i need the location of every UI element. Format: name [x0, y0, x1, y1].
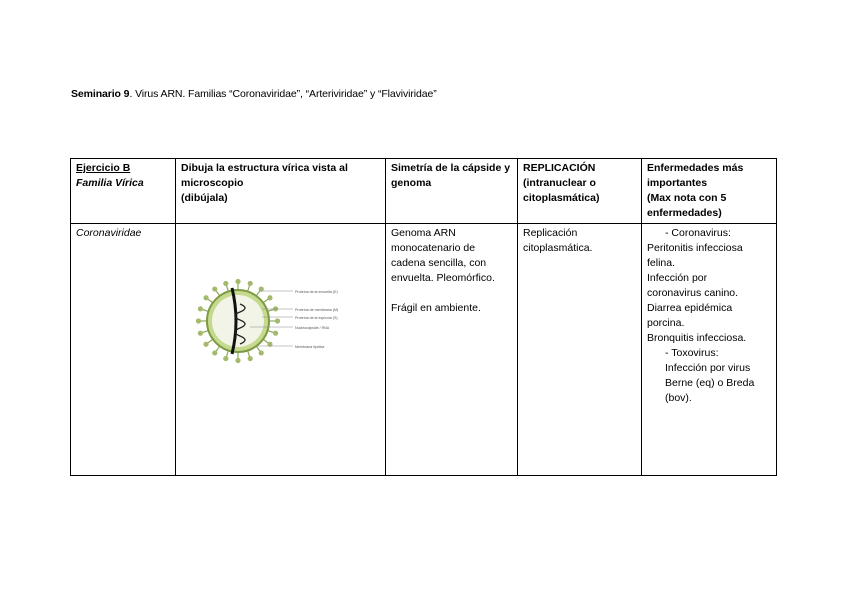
- spike-head: [235, 358, 240, 363]
- spike-head: [212, 350, 217, 355]
- family-name: Coronaviridae: [76, 227, 142, 239]
- label-spike-protein: Proteína de la espícula (S): [295, 316, 338, 320]
- label-envelope-protein: Proteína de la envuelta (E): [295, 290, 338, 294]
- symmetry-cell: [386, 224, 518, 476]
- spike-head: [198, 331, 203, 336]
- disease-line: Infección por: [647, 272, 708, 284]
- header-drawing-l2: microscopio: [181, 177, 244, 189]
- disease-line: porcina.: [647, 317, 685, 329]
- diseases-cell: [642, 224, 777, 476]
- header-diseases: [642, 159, 777, 224]
- spike-head: [223, 356, 228, 361]
- virion-interior: [212, 295, 264, 347]
- header-drawing: [176, 159, 386, 224]
- disease-line: Bronquitis infecciosa.: [647, 332, 747, 344]
- header-symmetry: [386, 159, 518, 224]
- header-replication: [518, 159, 642, 224]
- disease-line: Diarrea epidémica: [647, 302, 733, 314]
- header-row: [71, 159, 777, 224]
- header-family-label: Familia Vírica: [76, 177, 144, 189]
- header-replication-l1: REPLICACIÓN: [523, 162, 596, 174]
- replication-l1: Replicación: [523, 227, 578, 239]
- spike-head: [223, 281, 228, 286]
- symmetry-l3: cadena sencilla, con: [391, 257, 487, 269]
- label-membrane-protein: Proteína de membrana (M): [295, 308, 339, 312]
- coronaviridae-row: [71, 224, 777, 476]
- spike-head: [248, 356, 253, 361]
- header-symmetry-l2: genoma: [391, 177, 432, 189]
- header-family: [71, 159, 176, 224]
- spike-head: [196, 318, 201, 323]
- disease-line: Infección por virus: [665, 362, 751, 374]
- spike-head: [235, 279, 240, 284]
- drawing-cell: [176, 224, 386, 476]
- header-drawing-l3: (dibújala): [181, 192, 228, 204]
- header-replication-l3: citoplasmática): [523, 192, 600, 204]
- seminar-table: [70, 158, 777, 476]
- coronavirus-diagram: [190, 266, 360, 366]
- spike-head: [275, 318, 280, 323]
- symmetry-l1: Genoma ARN: [391, 227, 456, 239]
- spike-head: [212, 286, 217, 291]
- label-lipid-membrane: Membrana lipídica: [295, 345, 325, 349]
- replication-l2: citoplasmática.: [523, 242, 593, 254]
- header-diseases-l4: enfermedades): [647, 207, 722, 219]
- spike-head: [248, 281, 253, 286]
- spike-head: [203, 342, 208, 347]
- disease-line: (bov).: [665, 392, 692, 404]
- spike-head: [203, 295, 208, 300]
- document-title: [71, 88, 437, 100]
- title-rest: . Virus ARN. Familias “Coronaviridae”, “Arteriviridae” y “Flaviviridae”: [129, 88, 437, 100]
- disease-line: Berne (eq) o Breda: [665, 377, 755, 389]
- header-drawing-l1: Dibuja la estructura vírica vista al: [181, 162, 348, 174]
- spike-head: [259, 350, 264, 355]
- symmetry-l4: envuelta. Pleomórfico.: [391, 272, 495, 284]
- disease-line: coronavirus canino.: [647, 287, 739, 299]
- replication-cell: [518, 224, 642, 476]
- disease-group-coronavirus: - Coronavirus:: [665, 227, 731, 239]
- title-bold: Seminario 9: [71, 88, 130, 100]
- header-symmetry-l1: Simetría de la cápside y: [391, 162, 511, 174]
- symmetry-l2: monocatenario de: [391, 242, 476, 254]
- disease-line: Peritonitis infecciosa: [647, 242, 743, 254]
- header-diseases-l2: importantes: [647, 177, 708, 189]
- disease-line: felina.: [647, 257, 676, 269]
- spike-head: [267, 295, 272, 300]
- symmetry-fragile: Frágil en ambiente.: [391, 302, 481, 314]
- spike-head: [273, 331, 278, 336]
- header-diseases-l3: (Max nota con 5: [647, 192, 727, 204]
- label-nucleocapsid: Nucleocápside / RNA: [295, 326, 330, 330]
- spike-head: [198, 306, 203, 311]
- header-diseases-l1: Enfermedades más: [647, 162, 744, 174]
- header-exercise: Ejercicio B: [76, 162, 131, 174]
- disease-group-toxovirus: - Toxovirus:: [665, 347, 719, 359]
- header-replication-l2: (intranuclear o: [523, 177, 596, 189]
- family-cell: [71, 224, 176, 476]
